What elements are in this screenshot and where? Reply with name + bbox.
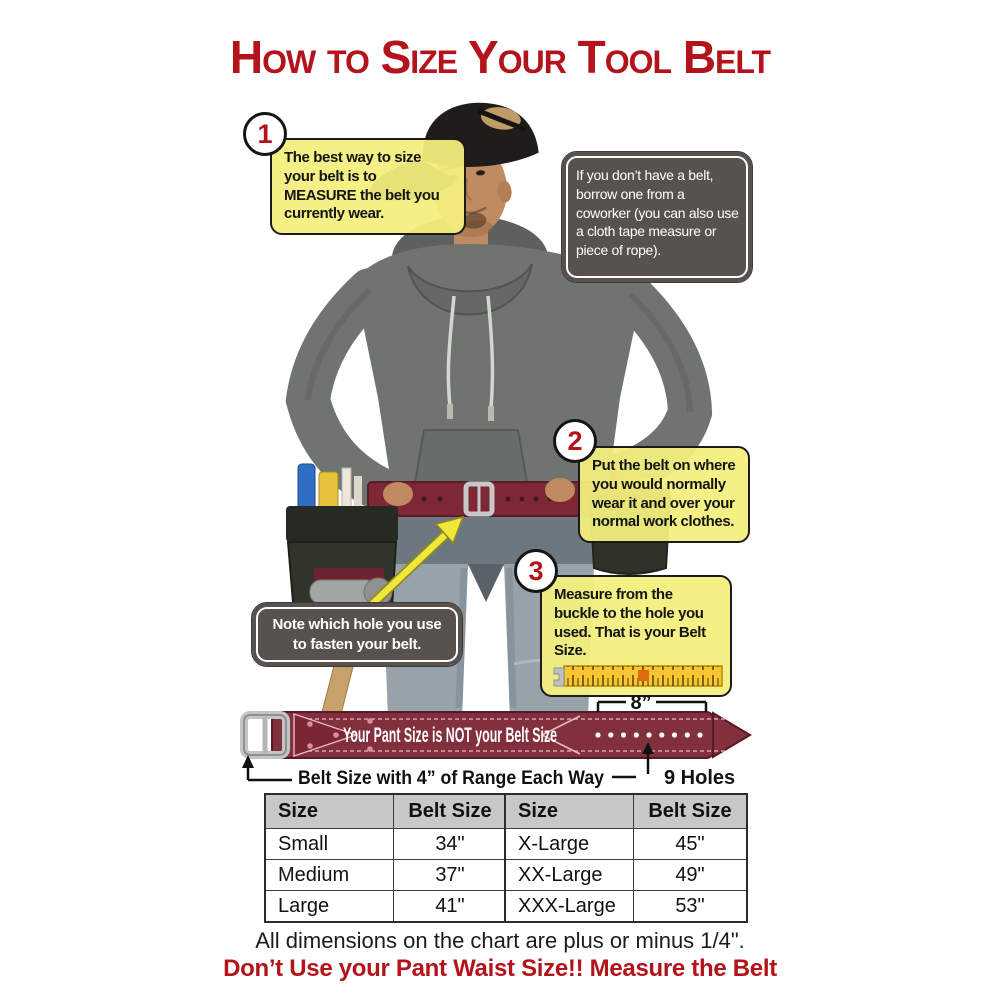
range-label: Belt Size with 4” of Range Each Way [298,768,605,789]
size-cell: Medium [265,860,394,891]
table-row [505,829,747,860]
holes-label: 9 Holes [664,767,736,789]
size-chart-left [264,793,508,923]
step-3-text: Measure from the buckle to the hole you used. That is your Belt Size. [554,586,706,660]
table-row [505,860,747,891]
right-hand [545,478,575,502]
step-3-badge [514,549,558,593]
table-row [505,891,747,923]
column-header-size: Size [505,794,634,829]
measure-arrow-icon [345,495,485,617]
column-header-size: Size [265,794,394,829]
belt-size-cell: 45" [634,829,748,860]
size-cell: Small [265,829,394,860]
step-2-text: Put the belt on where you would normally wear it and over your normal work clothes. [592,457,736,531]
tip-text: If you don’t have a belt, borrow one from a coworker (you can also use a cloth tape measure or piece of rope). [576,167,739,258]
size-cell: XX-Large [505,860,634,891]
step-3-callout [540,575,732,697]
span-bracket [598,702,706,712]
span-label: 8” [630,692,652,714]
buckle-arrow [248,762,292,780]
table-header-row [265,794,507,829]
tip-bubble [561,151,753,283]
belt-diagram [228,688,768,793]
step-1-callout [270,138,466,235]
step-2-number: 2 [567,425,583,456]
table-row [265,860,507,891]
size-cell: Large [265,891,394,923]
step-1-number: 1 [257,118,273,149]
note-bubble [251,602,463,667]
step-1-text: The best way to size your belt is to MEASURE the belt you currently wear. [284,149,440,223]
column-header-belt-size: Belt Size [634,794,748,829]
belt-size-cell: 34" [394,829,508,860]
footnote: All dimensions on the chart are plus or minus 1/4". [255,928,745,953]
tape-measure-graphic [552,662,724,690]
step-3-number: 3 [528,555,544,586]
warning-text: Don’t Use your Pant Waist Size!! Measure the Belt [223,955,777,982]
step-1-badge [243,112,287,156]
belt-slogan: Your Pant Size is NOT your Belt Size [343,724,557,747]
belt-size-cell: 41" [394,891,508,923]
table-row [265,829,507,860]
step-2-badge [553,419,597,463]
note-text: Note which hole you use to fasten your belt. [272,616,442,653]
page-title: How to Size Your Tool Belt [229,31,771,83]
step-2-callout [578,446,750,543]
belt-size-cell: 53" [634,891,748,923]
table-header-row [505,794,747,829]
belt-size-cell: 49" [634,860,748,891]
belt-size-cell: 37" [394,860,508,891]
column-header-belt-size: Belt Size [394,794,508,829]
table-row [265,891,507,923]
belt-holes [595,732,702,737]
size-cell: XXX-Large [505,891,634,923]
size-cell: X-Large [505,829,634,860]
size-chart-right [504,793,748,923]
